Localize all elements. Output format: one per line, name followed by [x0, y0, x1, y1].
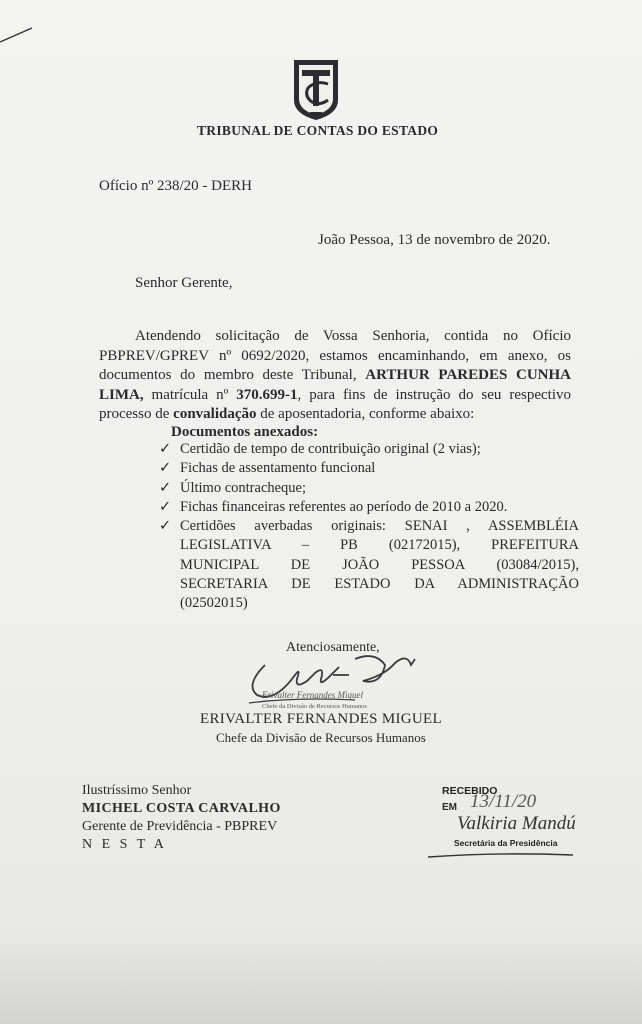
stamp-signer-name: Erivalter Fernandes Miguel: [262, 690, 363, 700]
body-line: Atendendo solicitação de Vossa Senhoria, contida no Ofício: [135, 328, 571, 344]
body-text: processo de: [99, 406, 174, 422]
institution-title: TRIBUNAL DE CONTAS DO ESTADO: [197, 123, 439, 138]
page-shadow: [0, 934, 642, 1024]
document-item-continued: SECRETARIA DE ESTADO DA ADMINISTRAÇÃO: [180, 576, 579, 593]
recipient-salutation: Ilustríssimo Senhor: [82, 783, 192, 798]
list-item: [159, 498, 579, 517]
body-line: [99, 386, 571, 406]
checkmark-icon: ✓: [159, 479, 172, 496]
signer-role: Chefe da Divisão de Recursos Humanos: [216, 730, 426, 745]
list-item: [159, 517, 579, 536]
received-date: 13/11/20: [470, 791, 537, 812]
recipient-destination: N E S T A: [82, 837, 167, 852]
received-stamp-em: EM: [442, 802, 457, 813]
body-line: PBPREV/GPREV nº 0692/2020, estamos encaminhando, em anexo, os: [99, 347, 571, 364]
checkmark-icon: ✓: [159, 441, 172, 457]
documents-title: Documentos anexados:: [171, 424, 319, 440]
place-date: João Pessoa, 13 de novembro de 2020.: [318, 232, 551, 248]
body-line: [99, 366, 571, 386]
checkmark-icon: ✓: [159, 518, 172, 535]
document-item-continued: (02502015): [180, 595, 248, 612]
stamp-signer-role: Chefe da Divisão de Recursos Humanos: [262, 703, 367, 710]
recipient-role: Gerente de Previdência - PBPREV: [82, 819, 278, 834]
receiver-role: Secretária da Presidência: [454, 838, 558, 848]
document-item-continued: LEGISLATIVA – PB (02172015), PREFEITURA: [180, 537, 579, 554]
member-name-end: LIMA,: [99, 386, 144, 403]
received-stamp-label: RECEBIDO: [442, 785, 498, 797]
body-text: , para fins de instrução do seu respectivo: [297, 386, 571, 403]
body-text: de aposentadoria, conforme abaixo:: [256, 406, 475, 422]
closing: Atenciosamente,: [286, 640, 380, 655]
registration-number: 370.699-1: [236, 386, 298, 403]
salutation: Senhor Gerente,: [135, 275, 233, 291]
checkmark-icon: ✓: [159, 498, 172, 515]
list-item: [159, 479, 579, 498]
body-line: [99, 405, 571, 425]
receiver-name: Valkiria Mandú: [457, 813, 576, 834]
document-item: Certidões averbadas originais: SENAI , ASSEMBLÉIA: [180, 518, 579, 535]
checkmark-icon: ✓: [159, 460, 172, 477]
body-text: documentos do membro deste Tribunal,: [99, 367, 366, 383]
document-item: Fichas de assentamento funcional: [180, 460, 376, 477]
process-type: convalidação: [173, 406, 257, 422]
recipient-name: MICHEL COSTA CARVALHO: [82, 801, 281, 816]
member-name: ARTHUR PAREDES CUNHA: [365, 367, 572, 383]
stamp-underline: [428, 850, 573, 860]
document-item: Último contracheque;: [180, 479, 307, 496]
tce-crest-icon: [290, 56, 342, 122]
document-item: Certidão de tempo de contribuição original (2 vias);: [180, 441, 481, 457]
signer-name: ERIVALTER FERNANDES MIGUEL: [200, 711, 442, 727]
document-item-continued: MUNICIPAL DE JOÃO PESSOA (03084/2015),: [180, 556, 579, 573]
letter-reference: Ofício nº 238/20 - DERH: [99, 178, 252, 194]
pen-mark: [0, 24, 34, 44]
document-item: Fichas financeiras referentes ao período de 2010 a 2020.: [180, 498, 508, 515]
list-item: [159, 459, 579, 478]
body-text: matrícula nº: [143, 386, 237, 403]
list-item: [159, 440, 579, 459]
letter-body: [99, 327, 571, 425]
documents-list: [159, 440, 579, 614]
